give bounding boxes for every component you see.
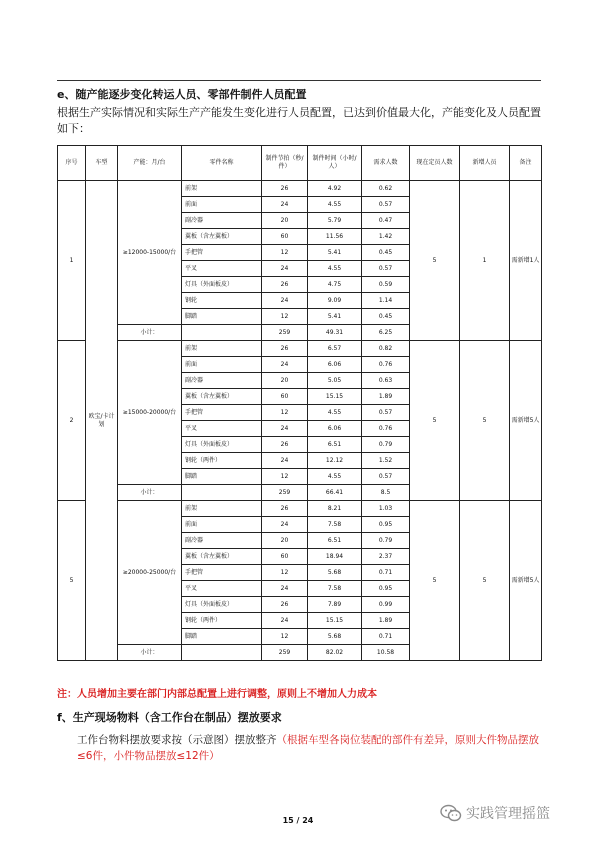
subtotal-label-cell: 小计： [118,645,182,661]
hours-cell: 6.51 [308,533,362,549]
part-name-cell: 副冷器 [182,373,262,389]
hours-cell: 6.57 [308,341,362,357]
people-cell: 0.57 [362,405,410,421]
part-name-cell: 灯具（外面板皮） [182,277,262,293]
people-cell: 0.47 [362,213,410,229]
section-e-prefix: e、 [57,88,76,101]
takt-cell: 12 [262,565,308,581]
part-name-cell: 副冷器 [182,533,262,549]
current-staff-cell: 5 [410,501,460,661]
people-cell: 0.79 [362,533,410,549]
part-name-cell: 脚踏 [182,469,262,485]
subtotal-hours-cell: 66.41 [308,485,362,501]
takt-cell: 26 [262,501,308,517]
takt-cell: 12 [262,405,308,421]
table-row [58,181,542,197]
hours-cell: 12.12 [308,453,362,469]
subtotal-takt-cell: 259 [262,645,308,661]
hours-cell: 8.21 [308,501,362,517]
section-f-heading [57,709,282,725]
takt-cell: 26 [262,341,308,357]
part-name-cell: 翼板（含左翼板） [182,229,262,245]
people-cell: 0.79 [362,437,410,453]
part-name-cell: 前面 [182,517,262,533]
hours-cell: 6.06 [308,357,362,373]
people-cell: 0.95 [362,517,410,533]
people-cell: 0.62 [362,181,410,197]
part-name-cell: 手把管 [182,245,262,261]
subtotal-empty-cell [182,485,262,501]
part-name-cell: 手把管 [182,405,262,421]
people-cell: 0.45 [362,309,410,325]
group-number-cell: 2 [58,341,86,501]
part-name-cell: 平叉 [182,261,262,277]
part-name-cell: 灯具（外面板皮） [182,437,262,453]
takt-cell: 26 [262,597,308,613]
subtotal-takt-cell: 259 [262,485,308,501]
header-cell: 现在定员人数 [410,146,460,181]
subtotal-hours-cell: 82.02 [308,645,362,661]
hours-cell: 15.15 [308,389,362,405]
header-cell: 备注 [510,146,542,181]
people-cell: 0.63 [362,373,410,389]
part-name-cell: 钢轮 [182,293,262,309]
hours-cell: 4.55 [308,197,362,213]
header-cell: 制件时间（小时/人） [308,146,362,181]
table-row [58,341,542,357]
takt-cell: 60 [262,389,308,405]
header-rule [57,80,541,81]
takt-cell: 26 [262,181,308,197]
part-name-cell: 灯具（外面板皮） [182,597,262,613]
hours-cell: 5.41 [308,309,362,325]
people-cell: 0.59 [362,277,410,293]
takt-cell: 26 [262,437,308,453]
hours-cell: 4.92 [308,181,362,197]
hours-cell: 7.89 [308,597,362,613]
current-staff-cell: 5 [410,341,460,501]
subtotal-label-cell: 小计： [118,325,182,341]
capacity-cell: ≥12000-15000/台 [118,181,182,325]
part-name-cell: 前架 [182,341,262,357]
hours-cell: 7.58 [308,581,362,597]
remark-cell: 需新增1人 [510,181,542,341]
people-cell: 0.99 [362,597,410,613]
subtotal-empty-cell [182,645,262,661]
takt-cell: 60 [262,549,308,565]
part-name-cell: 前架 [182,501,262,517]
takt-cell: 20 [262,533,308,549]
hours-cell: 6.06 [308,421,362,437]
header-cell: 车型 [86,146,118,181]
part-name-cell: 平叉 [182,581,262,597]
watermark-text: 实践管理摇篮 [466,806,550,822]
table-header-row [58,146,542,181]
current-staff-cell: 5 [410,181,460,341]
part-name-cell: 钢轮（两件） [182,613,262,629]
takt-cell: 12 [262,309,308,325]
subtotal-people-cell: 6.25 [362,325,410,341]
header-cell: 产能：月/台 [118,146,182,181]
people-cell: 0.57 [362,469,410,485]
people-cell: 0.45 [362,245,410,261]
subtotal-takt-cell: 259 [262,325,308,341]
hours-cell: 5.79 [308,213,362,229]
hours-cell: 18.94 [308,549,362,565]
people-cell: 2.37 [362,549,410,565]
hours-cell: 5.05 [308,373,362,389]
remark-cell: 需新增5人 [510,501,542,661]
part-name-cell: 翼板（含左翼板） [182,389,262,405]
takt-cell: 24 [262,517,308,533]
part-name-cell: 脚踏 [182,309,262,325]
takt-cell: 12 [262,245,308,261]
hours-cell: 5.41 [308,245,362,261]
added-staff-cell: 5 [460,501,510,661]
people-cell: 0.57 [362,197,410,213]
part-name-cell: 手把管 [182,565,262,581]
takt-cell: 24 [262,197,308,213]
section-e-title: 随产能逐步变化转运人员、零部件制件人员配置 [75,88,307,101]
people-cell: 1.14 [362,293,410,309]
header-cell: 制件节拍（秒/件） [262,146,308,181]
people-cell: 1.42 [362,229,410,245]
people-cell: 0.57 [362,261,410,277]
capacity-cell: ≥20000-25000/台 [118,501,182,645]
subtotal-people-cell: 8.5 [362,485,410,501]
section-e-heading [57,86,306,102]
staffing-table [57,145,542,661]
requirement-red: （根据车型各岗位装配的部件有差异，原则大件物品摆放≤6件，小件物品摆放≤12件） [77,734,539,762]
people-cell: 1.52 [362,453,410,469]
added-staff-cell: 5 [460,341,510,501]
table-row [58,501,542,517]
hours-cell: 4.55 [308,261,362,277]
part-name-cell: 脚踏 [182,629,262,645]
takt-cell: 24 [262,357,308,373]
takt-cell: 26 [262,277,308,293]
table-body [58,181,542,661]
takt-cell: 20 [262,373,308,389]
header-cell: 零件名称 [182,146,262,181]
takt-cell: 60 [262,229,308,245]
people-cell: 0.71 [362,629,410,645]
takt-cell: 20 [262,213,308,229]
capacity-cell: ≥15000-20000/台 [118,341,182,485]
group-number-cell: 1 [58,181,86,341]
hours-cell: 4.75 [308,277,362,293]
subtotal-people-cell: 10.58 [362,645,410,661]
takt-cell: 24 [262,581,308,597]
requirement-main: 工作台物料摆放要求按（示意图）摆放整齐 [77,734,277,746]
subtotal-empty-cell [182,325,262,341]
hours-cell: 5.68 [308,629,362,645]
hours-cell: 7.58 [308,517,362,533]
hours-cell: 4.55 [308,405,362,421]
header-cell: 新增人员 [460,146,510,181]
header-cell: 需求人数 [362,146,410,181]
takt-cell: 12 [262,629,308,645]
hours-cell: 15.15 [308,613,362,629]
hours-cell: 4.55 [308,469,362,485]
part-name-cell: 平叉 [182,421,262,437]
red-note: 注：人员增加主要在部门内部总配置上进行调整，原则上不增加人力成本 [57,689,377,700]
takt-cell: 24 [262,421,308,437]
hours-cell: 9.09 [308,293,362,309]
people-cell: 0.95 [362,581,410,597]
people-cell: 0.82 [362,341,410,357]
placement-requirement [77,732,547,764]
intro-paragraph: 根据生产实际情况和实际生产产能发生变化进行人员配置，已达到价值最大化，产能变化及人员配置如下： [57,106,541,135]
added-staff-cell: 1 [460,181,510,341]
hours-cell: 6.51 [308,437,362,453]
remark-cell: 需新增5人 [510,341,542,501]
people-cell: 0.76 [362,357,410,373]
takt-cell: 24 [262,293,308,309]
takt-cell: 12 [262,469,308,485]
takt-cell: 24 [262,261,308,277]
section-f-prefix: f、 [57,711,73,724]
people-cell: 1.89 [362,389,410,405]
people-cell: 1.89 [362,613,410,629]
people-cell: 0.71 [362,565,410,581]
vehicle-cell: 欧宝/卡计划 [86,181,118,661]
subtotal-label-cell: 小计： [118,485,182,501]
part-name-cell: 前面 [182,357,262,373]
part-name-cell: 前架 [182,181,262,197]
takt-cell: 24 [262,453,308,469]
subtotal-hours-cell: 49.31 [308,325,362,341]
part-name-cell: 副冷器 [182,213,262,229]
part-name-cell: 前面 [182,197,262,213]
part-name-cell: 钢轮（两件） [182,453,262,469]
people-cell: 1.03 [362,501,410,517]
takt-cell: 24 [262,613,308,629]
people-cell: 0.76 [362,421,410,437]
hours-cell: 5.68 [308,565,362,581]
group-number-cell: 5 [58,501,86,661]
section-f-title: 生产现场物料（含工作台在制品）摆放要求 [72,711,282,724]
header-cell: 序号 [58,146,86,181]
part-name-cell: 翼板（含左翼板） [182,549,262,565]
hours-cell: 11.56 [308,229,362,245]
page-number: 15 / 24 [282,816,314,825]
